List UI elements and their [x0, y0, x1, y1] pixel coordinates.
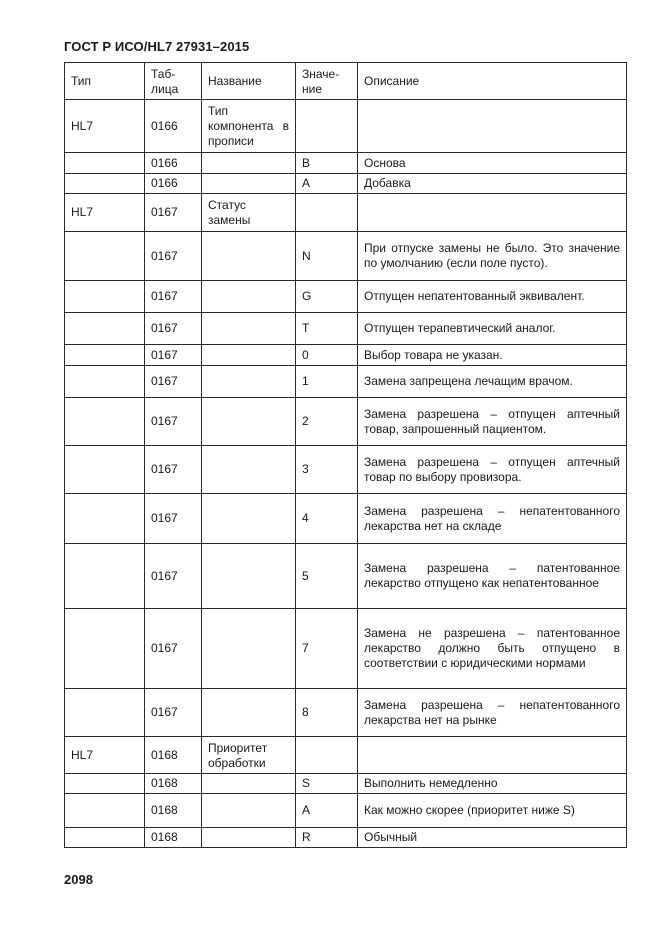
cell-description: Основа [358, 153, 627, 174]
column-header-value-line2: ние [302, 82, 323, 96]
table-row [65, 313, 627, 345]
cell-table: 0167 [145, 609, 202, 689]
column-header-table-line1: Таб- [151, 67, 176, 81]
cell-description: Замена запрещена лечащим врачом. [358, 366, 627, 398]
table-row [65, 194, 627, 232]
cell-table: 0166 [145, 174, 202, 194]
cell-name: Тип компонента в прописи [202, 100, 296, 153]
page-number: 2098 [64, 872, 93, 887]
cell-type [65, 345, 145, 366]
cell-name [202, 153, 296, 174]
cell-table: 0167 [145, 689, 202, 737]
cell-type: HL7 [65, 100, 145, 153]
column-header-table-line2: лица [151, 82, 179, 96]
cell-value: B [296, 153, 358, 174]
cell-description: Добавка [358, 174, 627, 194]
table-row [65, 446, 627, 494]
cell-type [65, 446, 145, 494]
cell-type [65, 153, 145, 174]
cell-value: 2 [296, 398, 358, 446]
cell-value: R [296, 828, 358, 848]
cell-type [65, 281, 145, 313]
table-row [65, 794, 627, 828]
cell-table: 0168 [145, 828, 202, 848]
cell-value: G [296, 281, 358, 313]
cell-type [65, 366, 145, 398]
cell-table: 0167 [145, 398, 202, 446]
cell-value: 8 [296, 689, 358, 737]
cell-value: 5 [296, 544, 358, 609]
cell-type [65, 794, 145, 828]
cell-type [65, 232, 145, 281]
table-header-row [65, 63, 627, 100]
cell-description: Замена разрешена – отпущен аптечный товар, запрошенный пациентом. [358, 398, 627, 446]
cell-table: 0168 [145, 774, 202, 794]
cell-name [202, 398, 296, 446]
table-row [65, 281, 627, 313]
cell-name [202, 544, 296, 609]
table-row [65, 737, 627, 774]
cell-table: 0167 [145, 232, 202, 281]
cell-table: 0167 [145, 446, 202, 494]
cell-name: Статус замены [202, 194, 296, 232]
table-row [65, 100, 627, 153]
table-row [65, 544, 627, 609]
cell-value [296, 737, 358, 774]
cell-name [202, 794, 296, 828]
table-row [65, 689, 627, 737]
cell-table: 0167 [145, 544, 202, 609]
cell-name [202, 774, 296, 794]
cell-value: N [296, 232, 358, 281]
cell-table: 0166 [145, 153, 202, 174]
cell-description: Отпущен терапевтический аналог. [358, 313, 627, 345]
cell-table: 0167 [145, 281, 202, 313]
cell-name [202, 446, 296, 494]
cell-table: 0168 [145, 794, 202, 828]
table-row [65, 232, 627, 281]
table-row [65, 366, 627, 398]
cell-name [202, 174, 296, 194]
column-header-table [145, 63, 202, 100]
cell-name: Приоритет обработки [202, 737, 296, 774]
table-row [65, 345, 627, 366]
cell-type: HL7 [65, 737, 145, 774]
column-header-name: Название [202, 63, 296, 100]
cell-description: Обычный [358, 828, 627, 848]
cell-type [65, 544, 145, 609]
cell-description: Замена разрешена – непатентованного лекарства нет на складе [358, 494, 627, 544]
cell-name [202, 494, 296, 544]
cell-description: Выбор товара не указан. [358, 345, 627, 366]
column-header-description: Описание [358, 63, 627, 100]
cell-description: При отпуске замены не было. Это значение по умолчанию (если поле пусто). [358, 232, 627, 281]
cell-type [65, 494, 145, 544]
cell-value: A [296, 794, 358, 828]
cell-table: 0167 [145, 313, 202, 345]
cell-name [202, 366, 296, 398]
cell-description: Замена разрешена – отпущен аптечный товар по выбору провизора. [358, 446, 627, 494]
table-row [65, 609, 627, 689]
cell-description [358, 194, 627, 232]
column-header-value-line1: Значе- [302, 67, 340, 81]
cell-name [202, 689, 296, 737]
cell-value [296, 194, 358, 232]
cell-value: 0 [296, 345, 358, 366]
table-row [65, 494, 627, 544]
cell-table: 0168 [145, 737, 202, 774]
cell-description: Как можно скорее (приоритет ниже S) [358, 794, 627, 828]
cell-description [358, 100, 627, 153]
cell-description: Замена разрешена – непатентованного лекарства нет на рынке [358, 689, 627, 737]
cell-type: HL7 [65, 194, 145, 232]
cell-type [65, 828, 145, 848]
cell-table: 0167 [145, 494, 202, 544]
cell-value: 4 [296, 494, 358, 544]
table-row [65, 153, 627, 174]
table-row [65, 828, 627, 848]
cell-name [202, 828, 296, 848]
hl7-code-table [64, 62, 627, 848]
table-row [65, 174, 627, 194]
cell-value: A [296, 174, 358, 194]
column-header-value [296, 63, 358, 100]
cell-value: 7 [296, 609, 358, 689]
cell-type [65, 313, 145, 345]
cell-type [65, 774, 145, 794]
cell-description: Отпущен непатентованный эквивалент. [358, 281, 627, 313]
cell-description: Выполнить немедленно [358, 774, 627, 794]
table-row [65, 398, 627, 446]
cell-type [65, 174, 145, 194]
cell-table: 0167 [145, 194, 202, 232]
cell-name [202, 281, 296, 313]
cell-type [65, 398, 145, 446]
cell-value: 1 [296, 366, 358, 398]
cell-table: 0167 [145, 366, 202, 398]
table-row [65, 774, 627, 794]
document-header: ГОСТ Р ИСО/HL7 27931–2015 [64, 39, 250, 54]
cell-name [202, 345, 296, 366]
column-header-type: Тип [65, 63, 145, 100]
cell-description: Замена разрешена – патентованное лекарство отпущено как непатентованное [358, 544, 627, 609]
cell-table: 0167 [145, 345, 202, 366]
cell-name [202, 609, 296, 689]
cell-description: Замена не разрешена – патентованное лекарство должно быть отпущено в соответствии с юридическими нормами [358, 609, 627, 689]
cell-value [296, 100, 358, 153]
cell-value: S [296, 774, 358, 794]
cell-type [65, 609, 145, 689]
cell-type [65, 689, 145, 737]
cell-table: 0166 [145, 100, 202, 153]
cell-description [358, 737, 627, 774]
cell-value: 3 [296, 446, 358, 494]
cell-value: T [296, 313, 358, 345]
cell-name [202, 232, 296, 281]
cell-name [202, 313, 296, 345]
